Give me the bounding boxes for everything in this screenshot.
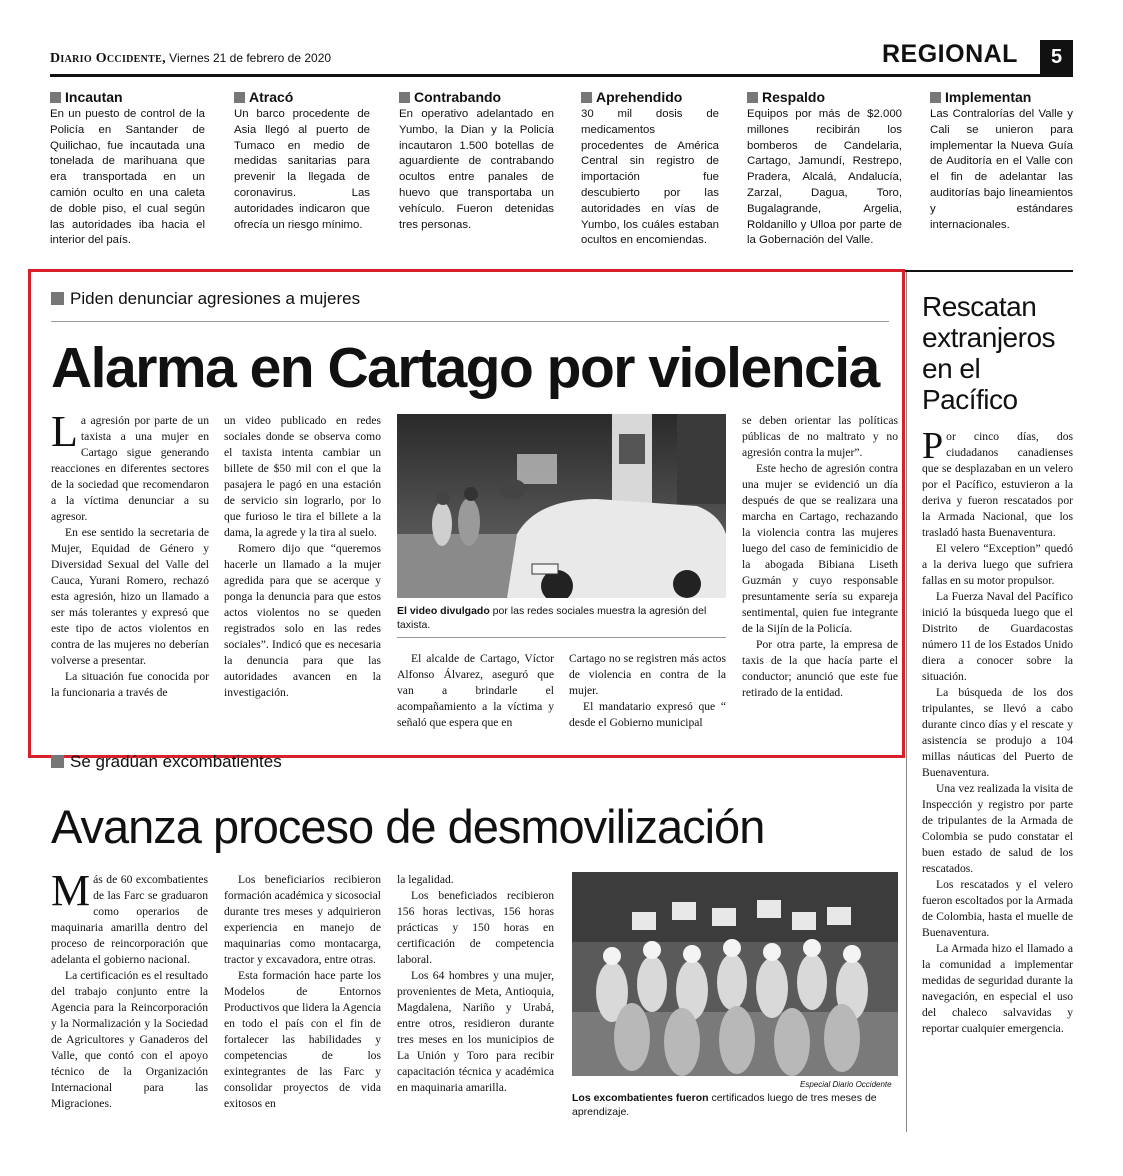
brief-title: Respaldo bbox=[747, 88, 902, 106]
issue-date: Viernes 21 de febrero de 2020 bbox=[169, 51, 332, 65]
square-bullet-icon bbox=[51, 755, 64, 768]
article3-headline: Rescatan extranjeros en el Pacífico bbox=[922, 291, 1056, 415]
article1-column-4: Cartago no se registren más actos de violencia en contra de la mujer. El mandatario expresó que “ desde el Gobierno municipal bbox=[569, 652, 726, 729]
kicker-rule bbox=[51, 321, 889, 322]
caption-rule bbox=[397, 637, 726, 638]
sidebar-divider bbox=[906, 272, 907, 1132]
article1-column-3: El alcalde de Cartago, Víctor Alfonso Álvarez, aseguró que van a brindarle el acompañamiento a la víctima y señaló que espera que en bbox=[397, 652, 554, 729]
article1-column-2: un video publicado en redes sociales donde se observa como el taxista intenta cambiar un billete de $50 mil con el que la pasajera le pagó en una estación de servicio sin lograrlo, por lo que furioso le tira el billete a la dama, la agrede y la tira al suelo. Romero dijo que “queremos hacerle un llamado a la mujer agredida para que se acerque y ponga la denuncia para que estos actos violentos no se queden registrados solo en las redes sociales”. Indicó que es necesaria la denuncia para que las autoridades avancen en la investigación. bbox=[224, 414, 381, 699]
article1-kicker: Piden denunciar agresiones a mujeres bbox=[51, 289, 360, 309]
brief-title: Contrabando bbox=[399, 88, 554, 106]
square-bullet-icon bbox=[747, 92, 758, 103]
article2-column-2: Los beneficiarios recibieron formación académica y sicosocial durante tres meses y adquirieron experiencia en manejo de maquinarias como montacarga, tractor y excavadora, entre otras. Esta formación hace parte los Modelos de Entornos Productivos que lidera la Agencia en todo el país con el fin de fortalecer las habilidades y competencias de los exintegrantes de las Farc y consolidar proyectos de vida exitosos en bbox=[224, 873, 381, 1110]
brief-text: En un puesto de control de la Policía en Santander de Quilichao, fue incautada una tonelada de marihuana que era transportada en un camión oculto en una caleta de doble piso, el cual según las autoridades iba hacia el interior del país. bbox=[50, 108, 205, 247]
graduates-photo bbox=[572, 872, 898, 1076]
brief-atraco bbox=[234, 88, 370, 233]
brief-text: 30 mil dosis de medicamentos procedentes de América Central sin registro de importación fue descubierto por las autoridades en vías de Yumbo, los cuáles estaban ocultos en encomiendas. bbox=[581, 108, 719, 247]
article2-column-1: Más de 60 excombatientes de las Farc se graduaron como operarios de maquinaria amarilla dentro del proceso de reincorporación que adelanta el gobierno nacional. La certificación es el resultado del trabajo conjunto entre la Agencia para la Reincorporación y la Normalización y la Sociedad de Agricultores y Ganaderos del Valle, que contó con el apoyo técnico de la Organización Internacional para las Migraciones. bbox=[51, 866, 208, 1110]
dropcap: P bbox=[922, 425, 944, 467]
article1-headline: Alarma en Cartago por violencia bbox=[51, 336, 879, 400]
masthead bbox=[50, 50, 331, 67]
newspaper-name: Diario Occidente, bbox=[50, 51, 166, 66]
section-title: REGIONAL bbox=[882, 40, 1018, 68]
square-bullet-icon bbox=[234, 92, 245, 103]
brief-text: En operativo adelantado en Yumbo, la Dian y la Policía incautaron 1.500 botellas de aguardiente de contrabando ocultos entre panales de huevo que transportaba un vehículo. Fueron detenidas tres personas. bbox=[399, 108, 554, 231]
square-bullet-icon bbox=[930, 92, 941, 103]
brief-title: Implementan bbox=[930, 88, 1073, 106]
article1-column-1: La agresión por parte de un taxista a una mujer en Cartago sigue generando reacciones en diferentes sectores de la sociedad que recomendaron a la víctima denunciar a su agresor. En ese sentido la secretaria de Mujer, Equidad de Género y Diversidad Sexual del Valle del Cauca, Yurani Romero, rechazó esta agresión, hizo un llamado a ser más tolerantes y expresó que este tipo de actos violentos en contra de las mujeres no deberían volverse a presentar. La situación fue conocida por la funcionaria a través de bbox=[51, 407, 209, 699]
brief-incautan bbox=[50, 88, 205, 249]
brief-aprehendido bbox=[581, 88, 719, 249]
square-bullet-icon bbox=[50, 92, 61, 103]
dropcap: L bbox=[51, 407, 78, 456]
brief-implementan bbox=[930, 88, 1073, 233]
brief-title: Aprehendido bbox=[581, 88, 719, 106]
brief-text: Un barco procedente de Asia llegó al puerto de Tumaco en medio de medidas sanitarias para prevenir la llegada de coronavirus. Las autoridades indicaron que ofrecía un riesgo mínimo. bbox=[234, 108, 370, 231]
article1-column-5: se deben orientar las políticas públicas de no maltrato y no agresión contra la mujer”. Este hecho de agresión contra una mujer se evidenció un día después de que se realizara una marcha en Cartago, rechazando la violencia contra las mujeres luego del caso de feminicidio de la abogada Bibiana Liseth Guzmán y cuyo responsable presuntamente sería su expareja sentimental, quien fue integrante de la Sijín de la Policía. Por otra parte, la empresa de taxis de la que hacía parte el conductor; anunció que este fue retirado de la entidad. bbox=[742, 414, 898, 699]
article2-headline: Avanza proceso de desmovilización bbox=[51, 800, 765, 853]
article2-caption: Los excombatientes fueron certificados luego de tres meses de aprendizaje. bbox=[572, 1092, 877, 1118]
article2-column-3: la legalidad. Los beneficiados recibieron 156 horas lectivas, 156 horas prácticas y 150 horas en certificación de competencia laboral. Los 64 hombres y una mujer, provenientes de Meta, Antioquia, Magdalena, Nariño y Urabá, entre otros, residieron durante tres meses en los municipios de La Unión y Toro para recibir capacitación técnica y académica en maquinaria amarilla. bbox=[397, 873, 554, 1094]
brief-title: Incautan bbox=[50, 88, 205, 106]
brief-respaldo bbox=[747, 88, 902, 249]
brief-contrabando bbox=[399, 88, 554, 233]
brief-text: Equipos por más de $2.000 millones recibirán los bomberos de Candelaria, Cartago, Jamundí, Restrepo, Pradera, Alcalá, Andalucía, Zarzal, Dagua, Toro, Bugalagrande, Argelia, Roldanillo y Ulloa por parte de la Gobernación del Valle. bbox=[747, 108, 902, 247]
page-number: 5 bbox=[1040, 40, 1073, 75]
photo-credit: Especial Diario Occidente bbox=[800, 1080, 892, 1089]
square-bullet-icon bbox=[51, 292, 64, 305]
article2-kicker: Se gradúan excombatientes bbox=[51, 752, 282, 772]
article1-caption: El video divulgado por las redes sociales muestra la agresión del taxista. bbox=[397, 605, 707, 631]
brief-text: Las Contralorías del Valle y Cali se unieron para implementar la Nueva Guía de Auditoría en el Valle con el fin de adelantar las auditorías bajo lineamientos y estándares internacionales. bbox=[930, 108, 1073, 231]
taxi-assault-photo bbox=[397, 414, 726, 598]
dropcap: M bbox=[51, 866, 91, 915]
article3-body: Por cinco días, dos ciudadanos canadienses que se desplazaban en un velero por el Pacífico, estuvieron a la deriva y fueron rescatados por la Armada Nacional, que los trasladó hasta Buenaventura. El velero “Exception” quedó a la deriva luego que sufriera fallas en su motor propulsor. La Fuerza Naval del Pacífico inició la búsqueda luego que el Distrito de Guardacostas número 11 de los Estados Unido diera a conocer sobre la situación. La búsqueda de los dos tripulantes, se llevó a cabo durante cinco días y el rescate y asistencia se produjo a 104 millas náuticas del Puerto de Buenaventura. Una vez realizada la visita de Inspección y registro por parte de tripulantes de la Armada de Colombia se pudo constatar el buen estado de salud de los rescatados. Los rescatados y el velero fueron escoltados por la Armada de Colombia, hasta el muelle de Buenaventura. La Armada hizo el llamado a la comunidad a implementar medidas de seguridad durante la navegación, en especial el uso del chaleco salvavidas y reportar cualquier emergencia. bbox=[922, 425, 1073, 1035]
header-rule bbox=[50, 74, 1073, 77]
square-bullet-icon bbox=[581, 92, 592, 103]
square-bullet-icon bbox=[399, 92, 410, 103]
brief-title: Atracó bbox=[234, 88, 370, 106]
